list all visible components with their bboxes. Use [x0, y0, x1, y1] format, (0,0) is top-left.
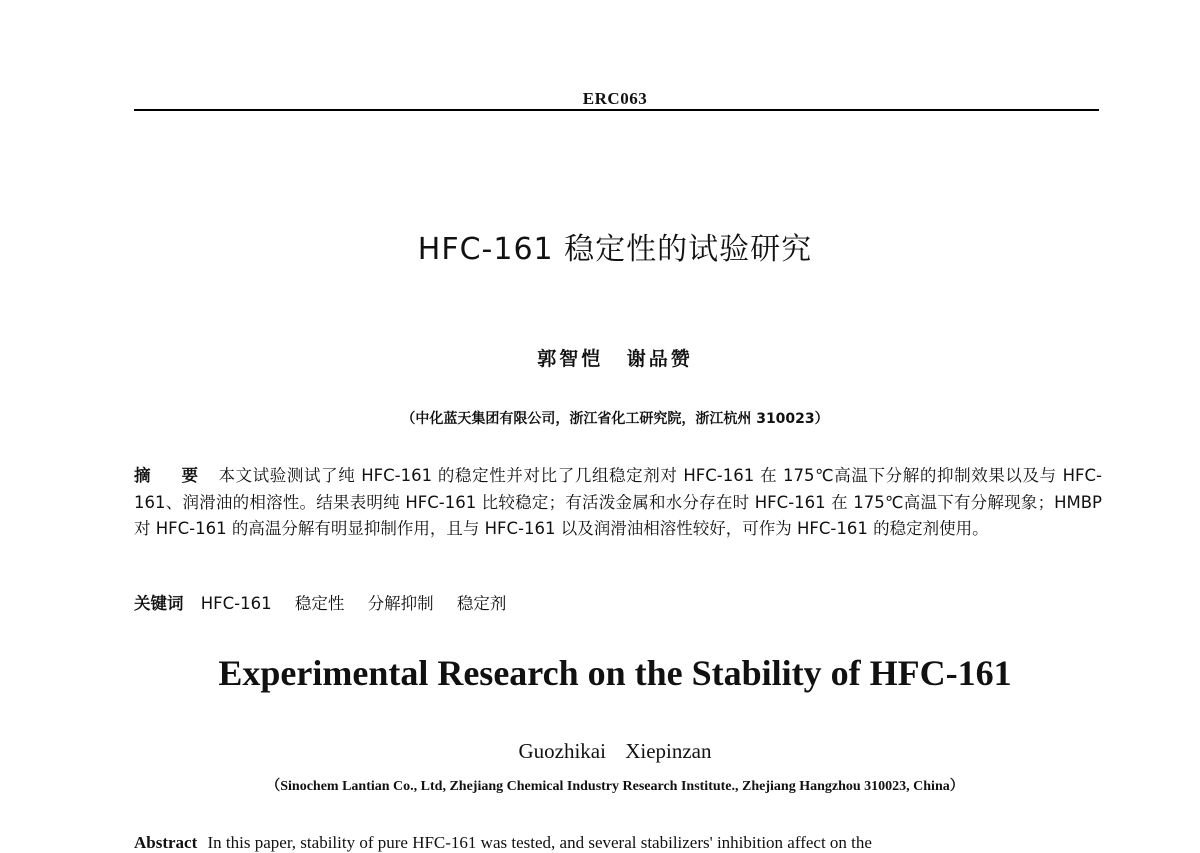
english-abstract-text: In this paper, stability of pure HFC-161 was tested, and several stabilizers' inhibition affect on the	[207, 833, 872, 852]
english-abstract-label: Abstract	[134, 833, 198, 852]
chinese-abstract-label: 摘 要	[134, 466, 211, 485]
english-affiliation: （Sinochem Lantian Co., Ltd, Zhejiang Chemical Industry Research Institute., Zhejiang Hangzhou 310023, China）	[266, 779, 964, 794]
keyword: 稳定性	[294, 594, 345, 613]
keyword: HFC-161	[200, 594, 272, 613]
english-abstract	[134, 833, 1114, 853]
chinese-abstract-text: 本文试验测试了纯 HFC-161 的稳定性并对比了几组稳定剂对 HFC-161 在 175℃高温下分解的抑制效果以及与 HFC-161、润滑油的相溶性。结果表明纯 HFC-161 比较稳定；有活泼金属和水分存在时 HFC-161 在 175℃高温下有分解现象；HMBP 对 HFC-161 的高温分解有明显抑制作用，且与 HFC-161 以及润滑油相溶性较好，可作为 HFC-161 的稳定剂使用。	[134, 466, 1102, 538]
keyword: 分解抑制	[367, 594, 434, 613]
chinese-abstract	[134, 463, 1102, 543]
english-title: Experimental Research on the Stability of HFC-161	[218, 653, 1012, 693]
paper-code: ERC063	[582, 89, 648, 108]
english-authors: Guozhikai Xiepinzan	[518, 739, 712, 763]
chinese-title: HFC-161 稳定性的试验研究	[417, 232, 813, 267]
chinese-authors: 郭智恺 谢品赞	[537, 348, 693, 370]
chinese-affiliation: （中化蓝天集团有限公司，浙江省化工研究院，浙江杭州 310023）	[401, 411, 829, 427]
chinese-keywords	[134, 593, 1102, 615]
header-rule	[134, 109, 1099, 111]
chinese-keywords-label: 关键词	[134, 594, 184, 613]
keyword: 稳定剂	[456, 594, 507, 613]
